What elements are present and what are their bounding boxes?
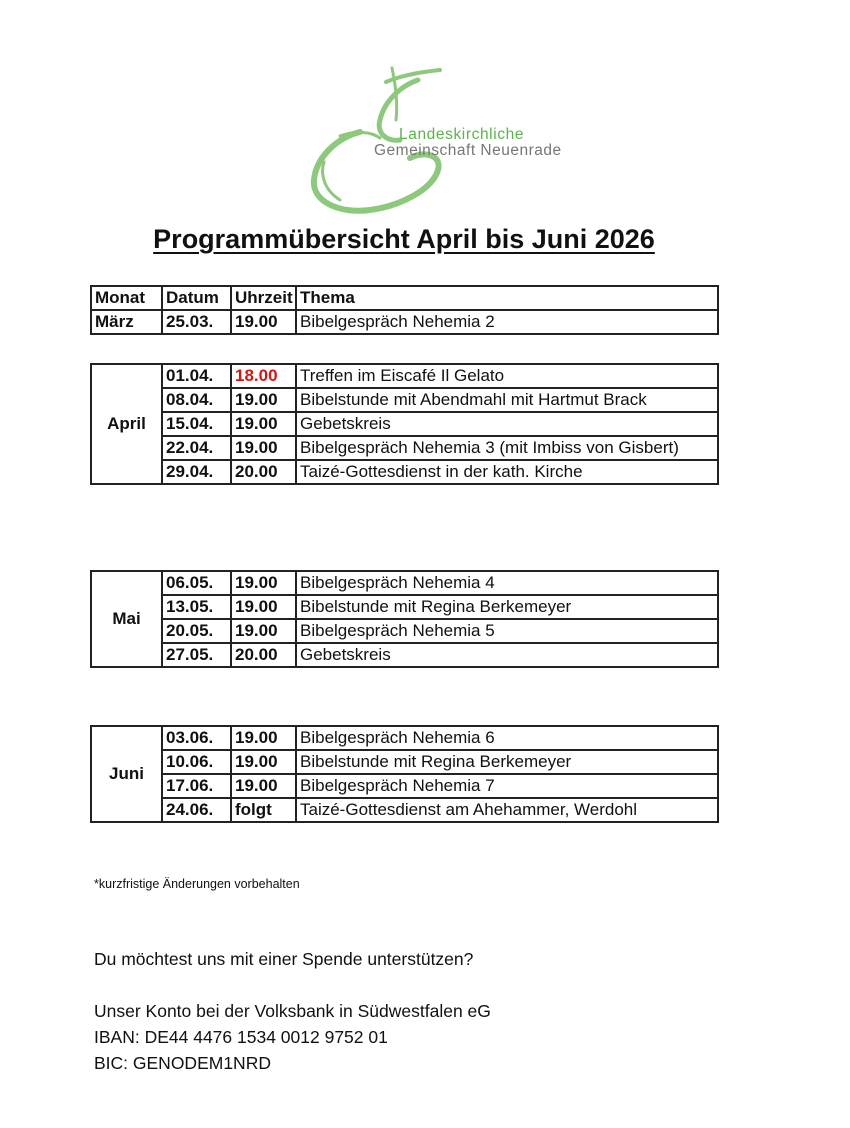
table-header-maerz <box>90 285 719 335</box>
header-time: Uhrzeit <box>231 286 296 310</box>
month-label: März <box>91 310 162 334</box>
bank-account-line: Unser Konto bei der Volksbank in Südwestfalen eG <box>94 1001 491 1021</box>
event-topic: Bibelgespräch Nehemia 4 <box>296 571 718 595</box>
month-label: Juni <box>91 726 162 822</box>
header-date: Datum <box>162 286 231 310</box>
logo <box>300 62 630 222</box>
event-time: 19.00 <box>231 774 296 798</box>
event-time: 19.00 <box>231 412 296 436</box>
logo-line-2: Gemeinschaft Neuenrade <box>374 142 562 159</box>
event-topic: Gebetskreis <box>296 643 718 667</box>
event-time: folgt <box>231 798 296 822</box>
event-date: 24.06. <box>162 798 231 822</box>
event-time: 19.00 <box>231 750 296 774</box>
event-date: 01.04. <box>162 364 231 388</box>
event-date: 13.05. <box>162 595 231 619</box>
event-topic: Bibelgespräch Nehemia 7 <box>296 774 718 798</box>
table-row <box>91 460 718 484</box>
table-mai <box>90 570 719 668</box>
event-date: 15.04. <box>162 412 231 436</box>
logo-line-1: Landeskirchliche <box>399 126 525 143</box>
event-time: 19.00 <box>231 595 296 619</box>
table-row <box>91 412 718 436</box>
table-row <box>91 364 718 388</box>
event-time: 20.00 <box>231 460 296 484</box>
table-header-row <box>91 286 718 310</box>
event-date: 08.04. <box>162 388 231 412</box>
event-topic: Treffen im Eiscafé Il Gelato <box>296 364 718 388</box>
event-topic: Bibelstunde mit Abendmahl mit Hartmut Brack <box>296 388 718 412</box>
event-date: 25.03. <box>162 310 231 334</box>
donation-question: Du möchtest uns mit einer Spende unterstützen? <box>94 949 474 969</box>
event-date: 10.06. <box>162 750 231 774</box>
page-title: Programmübersicht April bis Juni 2026 <box>153 224 655 254</box>
event-time: 19.00 <box>231 619 296 643</box>
event-date: 03.06. <box>162 726 231 750</box>
table-april <box>90 363 719 485</box>
table-row <box>91 619 718 643</box>
table-row <box>91 388 718 412</box>
month-label: April <box>91 364 162 484</box>
table-row <box>91 436 718 460</box>
header-topic: Thema <box>296 286 718 310</box>
event-topic: Bibelstunde mit Regina Berkemeyer <box>296 750 718 774</box>
event-time: 19.00 <box>231 310 296 334</box>
event-topic: Bibelgespräch Nehemia 3 (mit Imbiss von Gisbert) <box>296 436 718 460</box>
bic-line: BIC: GENODEM1NRD <box>94 1053 271 1073</box>
table-row <box>91 595 718 619</box>
event-topic: Bibelstunde mit Regina Berkemeyer <box>296 595 718 619</box>
event-time: 19.00 <box>231 436 296 460</box>
event-time: 19.00 <box>231 571 296 595</box>
event-topic: Gebetskreis <box>296 412 718 436</box>
table-row <box>91 798 718 822</box>
table-row <box>91 571 718 595</box>
event-date: 06.05. <box>162 571 231 595</box>
table-row <box>91 726 718 750</box>
event-time: 18.00 <box>231 364 296 388</box>
event-time: 19.00 <box>231 388 296 412</box>
event-date: 17.06. <box>162 774 231 798</box>
header-month: Monat <box>91 286 162 310</box>
table-row <box>91 310 718 334</box>
event-time: 20.00 <box>231 643 296 667</box>
event-topic: Taizé-Gottesdienst am Ahehammer, Werdohl <box>296 798 718 822</box>
iban-line: IBAN: DE44 4476 1534 0012 9752 01 <box>94 1027 388 1047</box>
event-date: 20.05. <box>162 619 231 643</box>
month-label: Mai <box>91 571 162 667</box>
event-topic: Bibelgespräch Nehemia 5 <box>296 619 718 643</box>
table-juni <box>90 725 719 823</box>
event-time: 19.00 <box>231 726 296 750</box>
table-row <box>91 774 718 798</box>
event-date: 27.05. <box>162 643 231 667</box>
event-date: 22.04. <box>162 436 231 460</box>
footnote: *kurzfristige Änderungen vorbehalten <box>94 877 300 891</box>
event-date: 29.04. <box>162 460 231 484</box>
event-topic: Bibelgespräch Nehemia 6 <box>296 726 718 750</box>
event-topic: Bibelgespräch Nehemia 2 <box>296 310 718 334</box>
event-topic: Taizé-Gottesdienst in der kath. Kirche <box>296 460 718 484</box>
table-row <box>91 750 718 774</box>
table-row <box>91 643 718 667</box>
